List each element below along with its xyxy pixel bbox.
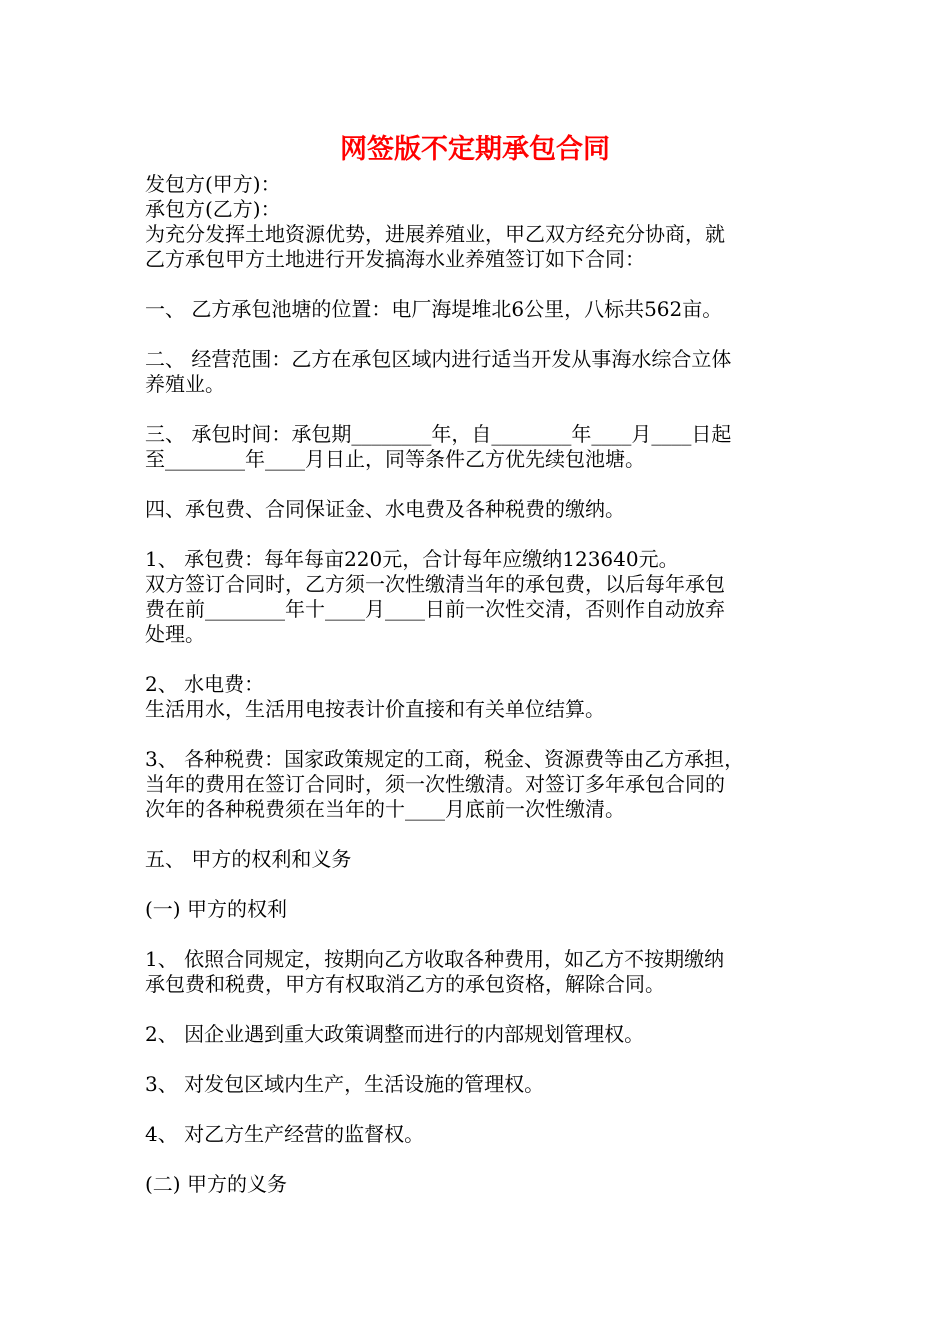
blank-line [145, 922, 815, 947]
text-line: 1、 依照合同规定，按期向乙方收取各种费用，如乙方不按期缴纳 [145, 947, 725, 971]
text-line: 养殖业。 [145, 372, 225, 396]
text-line: 1、 承包费：每年每亩220元，合计每年应缴纳123640元。 [145, 547, 679, 571]
text-line: 处理。 [145, 622, 205, 646]
text-line: 五、 甲方的权利和义务 [145, 847, 352, 871]
blank-line [145, 322, 815, 347]
text-line: 当年的费用在签订合同时，须一次性缴清。对签订多年承包合同的 [145, 772, 725, 796]
blank-line [145, 272, 815, 297]
blank-line [145, 872, 815, 897]
blank-line [145, 647, 815, 672]
document-title: 网签版不定期承包合同 [340, 134, 610, 165]
text-line: 承包方(乙方)： [145, 197, 281, 221]
text-line: 2、 水电费： [145, 672, 265, 696]
blank-line [145, 1047, 815, 1072]
text-line: 3、 对发包区域内生产，生活设施的管理权。 [145, 1072, 545, 1096]
blank-line [145, 822, 815, 847]
text-line: 二、 经营范围：乙方在承包区域内进行适当开发从事海水综合立体 [145, 347, 732, 371]
text-line: 3、 各种税费：国家政策规定的工商，税金、资源费等由乙方承担， [145, 747, 745, 771]
blank-line [145, 722, 815, 747]
text-line: 生活用水，生活用电按表计价直接和有关单位结算。 [145, 697, 605, 721]
blank-line [145, 472, 815, 497]
text-line: 2、 因企业遇到重大政策调整而进行的内部规划管理权。 [145, 1022, 645, 1046]
text-line: 一、 乙方承包池塘的位置：电厂海堤堆北6公里，八标共562亩。 [145, 297, 723, 321]
text-line: 发包方(甲方)： [145, 172, 281, 196]
text-line: 为充分发挥土地资源优势，进展养殖业，甲乙双方经充分协商，就 [145, 222, 725, 246]
blank-line [145, 522, 815, 547]
text-line: 乙方承包甲方土地进行开发搞海水业养殖签订如下合同： [145, 247, 645, 271]
text-line: 费在前________年十____月____日前一次性交清，否则作自动放弃 [145, 597, 725, 621]
text-line: 承包费和税费，甲方有权取消乙方的承包资格，解除合同。 [145, 972, 665, 996]
text-line: (二) 甲方的义务 [145, 1172, 287, 1196]
text-line: 双方签订合同时，乙方须一次性缴清当年的承包费，以后每年承包 [145, 572, 725, 596]
text-line: (一) 甲方的权利 [145, 897, 287, 921]
text-line: 4、 对乙方生产经营的监督权。 [145, 1122, 425, 1146]
blank-line [145, 1097, 815, 1122]
text-line: 四、承包费、合同保证金、水电费及各种税费的缴纳。 [145, 497, 625, 521]
blank-line [145, 1147, 815, 1172]
blank-line [145, 997, 815, 1022]
text-line: 三、 承包时间：承包期________年，自________年____月____日起 [145, 422, 732, 446]
blank-line [145, 397, 815, 422]
text-line: 至________年____月日止，同等条件乙方优先续包池塘。 [145, 447, 645, 471]
text-line: 次年的各种税费须在当年的十____月底前一次性缴清。 [145, 797, 625, 821]
document-body [145, 172, 815, 1197]
